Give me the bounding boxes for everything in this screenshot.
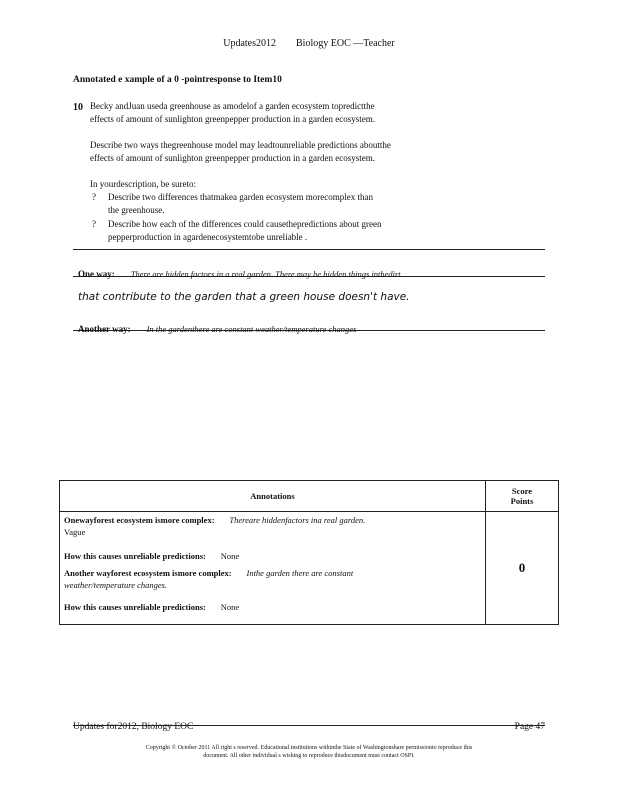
annotated-example-title: Annotated e xample of a 0 -pointresponse to Item10 [73, 75, 282, 85]
annotation-line [64, 550, 481, 562]
another-way-text: In the gardenthere are constant weather/temperature changes [146, 324, 357, 334]
question-line-5: In yourdescription, be sureto: [90, 179, 196, 189]
score-header-line-1: Score [511, 486, 533, 496]
annotation-line [64, 514, 481, 526]
question-number: 10 [73, 102, 83, 113]
annotation-how-label: How this causes unreliable predictions: [64, 551, 206, 561]
annotations-header: Annotations [60, 481, 486, 512]
table-row [60, 512, 559, 625]
copyright-line-2: document. All other individual s wishing to reproduce thisdocument must contact OSPI. [203, 753, 415, 759]
annotation-one-way-label: Onewayforest ecosystem ismore complex: [64, 515, 215, 525]
header-updates: Updates2012 [223, 38, 277, 49]
header-title: Biology EOC —Teacher [296, 38, 395, 49]
question-line-1: Becky andJuan useda greenhouse as amodelof a garden ecosystem topredictthe [90, 101, 375, 111]
one-way-continuation: that contribute to the garden that a green house doesn't have. [78, 291, 410, 303]
score-cell [486, 512, 559, 625]
bullet-marker: ? [92, 219, 96, 229]
bullet-2-line-2: pepperproduction in agardenecosystemtobe unreliable . [108, 232, 308, 242]
annotations-cell [60, 512, 486, 625]
footer-rule [73, 725, 545, 726]
annotation-another-way-label: Another wayforest ecosystem ismore complex: [64, 568, 232, 578]
one-way-text: There are hidden factors in a real garden. There may be hidden things inthedirt [130, 269, 401, 279]
footer-page-number: Page 47 [514, 722, 545, 732]
annotation-vague: Vague [64, 527, 86, 537]
annotation-another-way-text-cont: weather/temperature changes. [64, 580, 168, 590]
annotation-another-way-text: Inthe garden there are constant [246, 568, 354, 578]
bullet-marker: ? [92, 192, 96, 202]
table-header-row [60, 481, 559, 512]
annotations-table [59, 480, 559, 625]
response-one [78, 264, 401, 282]
score-header-line-2: Points [510, 496, 534, 506]
another-way-label: Another way: [78, 324, 131, 334]
response-rule [73, 249, 545, 250]
score-points-header [486, 481, 559, 512]
question-line-4: effects of amount of sunlighton greenpepper production in a garden ecosystem. [90, 153, 375, 163]
page-header [0, 38, 618, 49]
annotation-line [64, 601, 481, 613]
question-line-3: Describe two ways thegreenhouse model may leadtounreliable predictions aboutthe [90, 140, 391, 150]
copyright-line-1: Copyright © October 2011 All right s reserved. Educational institutions withinthe State of Washingtonshare permissionto reproduce this [145, 745, 473, 751]
annotation-one-way-text: Thereare hiddenfactors ina real garden. [229, 515, 366, 525]
one-way-label: One way: [78, 269, 115, 279]
response-another [78, 319, 356, 337]
bullet-1-line-2: the greenhouse. [108, 205, 165, 215]
annotation-how-value: None [220, 602, 240, 612]
score-value: 0 [518, 560, 526, 575]
bullet-2-line-1: Describe how each of the differences could causethepredictions about green [108, 219, 382, 229]
footer-left: Updates for2012, Biology EOC [73, 722, 194, 732]
bullet-1-line-1: Describe two differences thatmakea garden ecosystem morecomplex than [108, 192, 373, 202]
annotation-how-label: How this causes unreliable predictions: [64, 602, 206, 612]
annotation-line [64, 567, 481, 579]
question-line-2: effects of amount of sunlighton greenpepper production in a garden ecosystem. [90, 114, 375, 124]
annotation-how-value: None [220, 551, 240, 561]
copyright-notice [0, 744, 618, 760]
